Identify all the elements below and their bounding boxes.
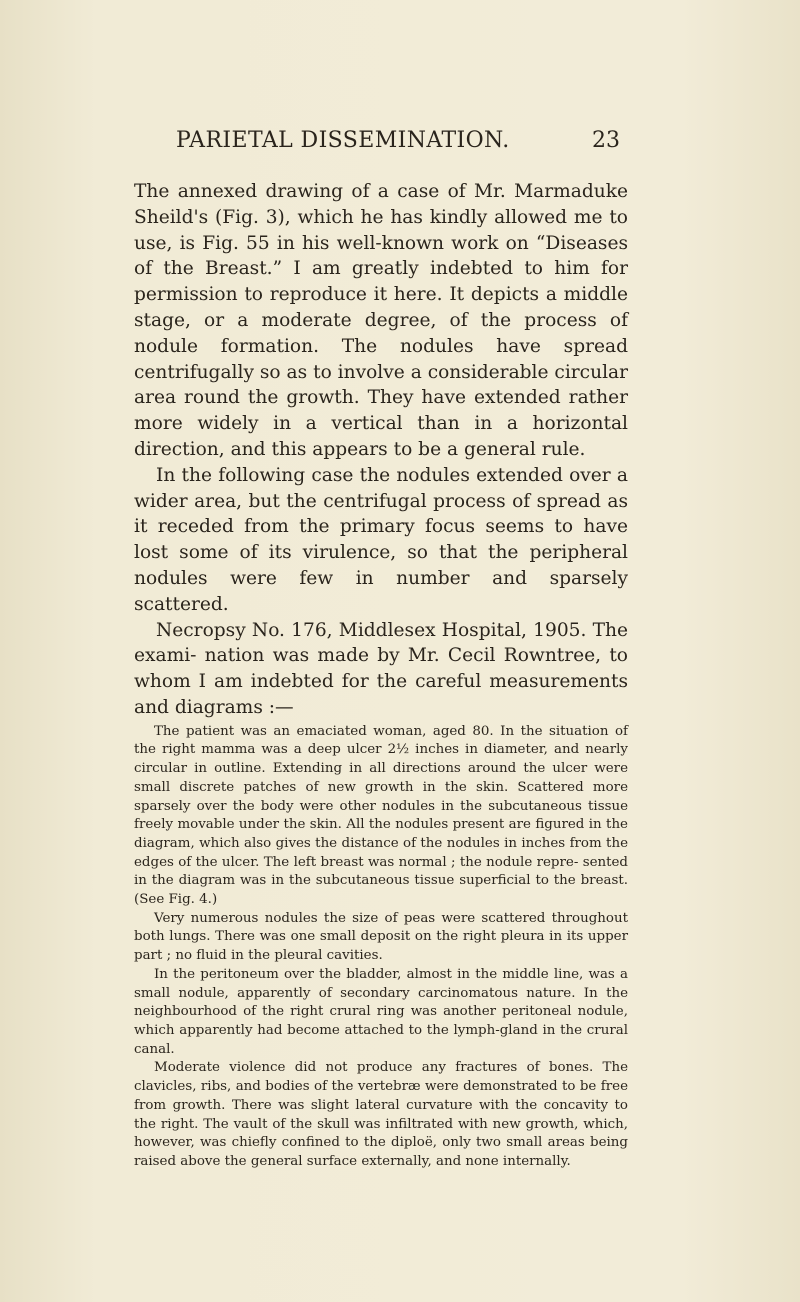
running-head (176, 128, 620, 162)
case-note-lungs: Very numerous nodules the size of peas were scattered throughout both lungs. There was one small deposit on the right pleura in its upper part ; no fluid in the pleural cavities. (134, 910, 628, 964)
running-title: PARIETAL DISSEMINATION. (176, 128, 510, 153)
paragraph-following-case: In the following case the nodules extended over a wider area, but the centrifugal process of spread as it receded from the primary focus seems to have lost some of its virulence, so that the peripheral nodules were few in number and sparsely scattered. (134, 464, 628, 615)
body-text (134, 179, 628, 1172)
case-note-patient: The patient was an emaciated woman, aged 80. In the situation of the right mamma was a deep ulcer 2½ inches in diameter, and nearly circular in outline. Extending in all directions around the ulcer were small discrete patches of new growth in the skin. Scattered more sparsely over the body were other nodules in the subcutaneous tissue freely movable under the skin. All the nodules present are figured in the diagram, which also gives the distance of the nodules in inches from the edges of the ulcer. The left breast was normal ; the nodule repre- sented in the diagram was in the subcutaneous tissue superficial to the breast. (See Fig. 4.) (134, 723, 628, 908)
paragraph-annexed-drawing: The annexed drawing of a case of Mr. Marmaduke Sheild's (Fig. 3), which he has kindly allowed me to use, is Fig. 55 in his well-known work on “Diseases of the Breast.” I am greatly indebted to him for permission to reproduce it here. It depicts a middle stage, or a moderate degree, of the process of nodule formation. The nodules have spread centrifugally so as to involve a considerable circular area round the growth. They have extended rather more widely in a vertical than in a horizontal direction, and this appears to be a general rule. (134, 181, 628, 460)
case-note-peritoneum: In the peritoneum over the bladder, almost in the middle line, was a small nodule, apparently of secondary carcinomatous nature. In the neighbourhood of the right crural ring was another peritoneal nodule, which apparently had become attached to the lymph-gland in the crural canal. (134, 966, 628, 1057)
case-note-bones: Moderate violence did not produce any fractures of bones. The clavicles, ribs, and bodies of the vertebræ were demonstrated to be free from growth. There was slight lateral curvature with the concavity to the right. The vault of the skull was infiltrated with new growth, which, however, was chiefly confined to the diploë, only two small areas being raised above the general surface externally, and none internally. (134, 1060, 628, 1169)
page-number: 23 (592, 128, 620, 153)
paragraph-necropsy: Necropsy No. 176, Middlesex Hospital, 1905. The exami- nation was made by Mr. Cecil Rowntree, to whom I am indebted for the careful measurements and diagrams :— (134, 619, 628, 718)
